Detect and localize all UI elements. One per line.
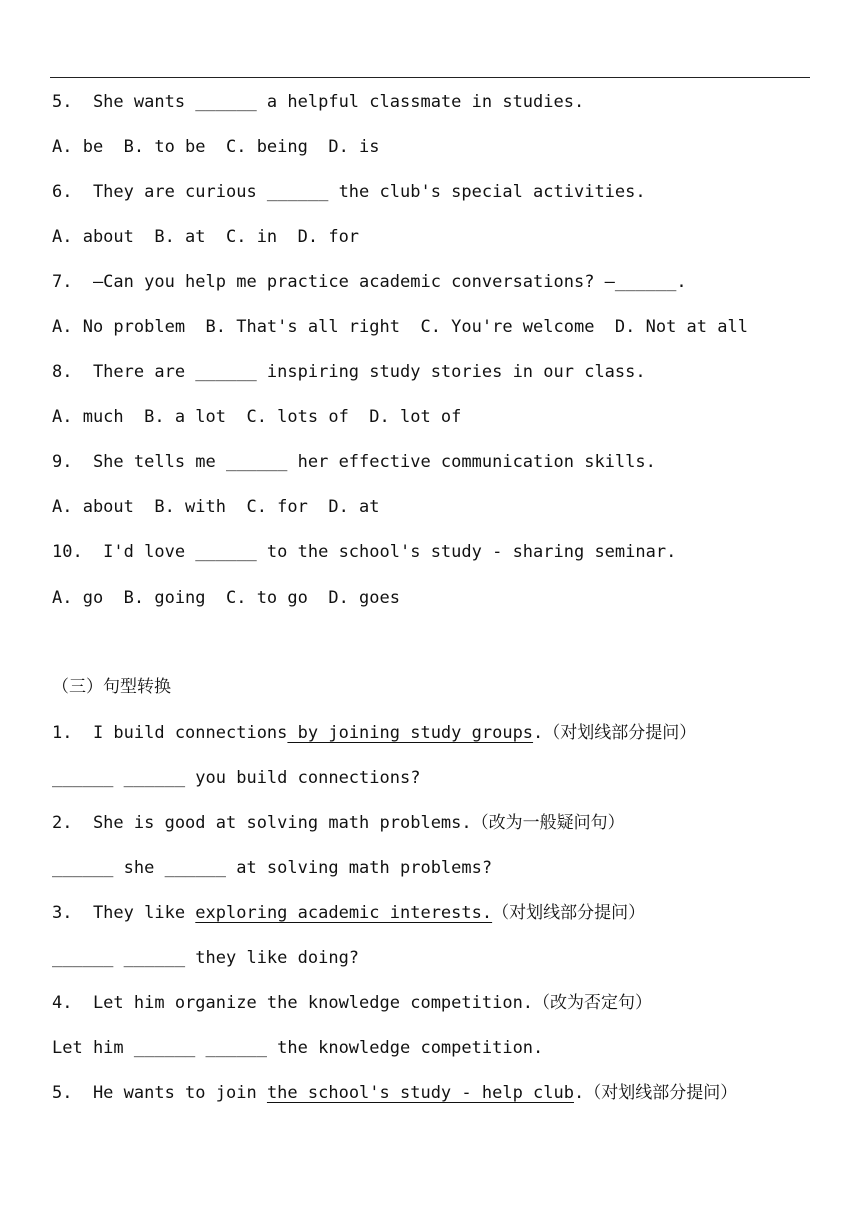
options-8: A. much B. a lot C. lots of D. lot of xyxy=(52,407,462,427)
question-10: 10. I'd love ______ to the school's study - sharing seminar. xyxy=(52,542,677,562)
transform-answer-1: ______ ______ you build connections? xyxy=(52,768,421,788)
transform-question-1: 1. I build connections by joining study groups.（对划线部分提问） xyxy=(52,723,697,743)
section-title: （三）句型转换 xyxy=(52,677,171,697)
question-8: 8. There are ______ inspiring study stories in our class. xyxy=(52,362,646,382)
question-5: 5. She wants ______ a helpful classmate in studies. xyxy=(52,92,585,112)
header-rule xyxy=(50,77,810,78)
question-9: 9. She tells me ______ her effective communication skills. xyxy=(52,452,656,472)
options-10: A. go B. going C. to go D. goes xyxy=(52,588,400,608)
transform-answer-3: ______ ______ they like doing? xyxy=(52,948,360,968)
options-5: A. be B. to be C. being D. is xyxy=(52,137,380,157)
underlined-part: by joining study groups xyxy=(287,723,534,743)
transform-question-5: 5. He wants to join the school's study - help club.（对划线部分提问） xyxy=(52,1083,738,1103)
options-7: A. No problem B. That's all right C. You're welcome D. Not at all xyxy=(52,317,748,337)
options-6: A. about B. at C. in D. for xyxy=(52,227,360,247)
transform-answer-4: Let him ______ ______ the knowledge competition. xyxy=(52,1038,544,1058)
transform-question-3: 3. They like exploring academic interests.（对划线部分提问） xyxy=(52,903,646,923)
transform-answer-2: ______ she ______ at solving math problems? xyxy=(52,858,493,878)
transform-question-4: 4. Let him organize the knowledge competition.（改为否定句） xyxy=(52,993,653,1013)
underlined-part: the school's study - help club xyxy=(266,1083,574,1103)
question-6: 6. They are curious ______ the club's special activities. xyxy=(52,182,646,202)
question-7: 7. —Can you help me practice academic conversations? —______. xyxy=(52,272,687,292)
options-9: A. about B. with C. for D. at xyxy=(52,497,380,517)
transform-question-2: 2. She is good at solving math problems.（改为一般疑问句） xyxy=(52,813,625,833)
underlined-part: exploring academic interests. xyxy=(195,903,493,923)
